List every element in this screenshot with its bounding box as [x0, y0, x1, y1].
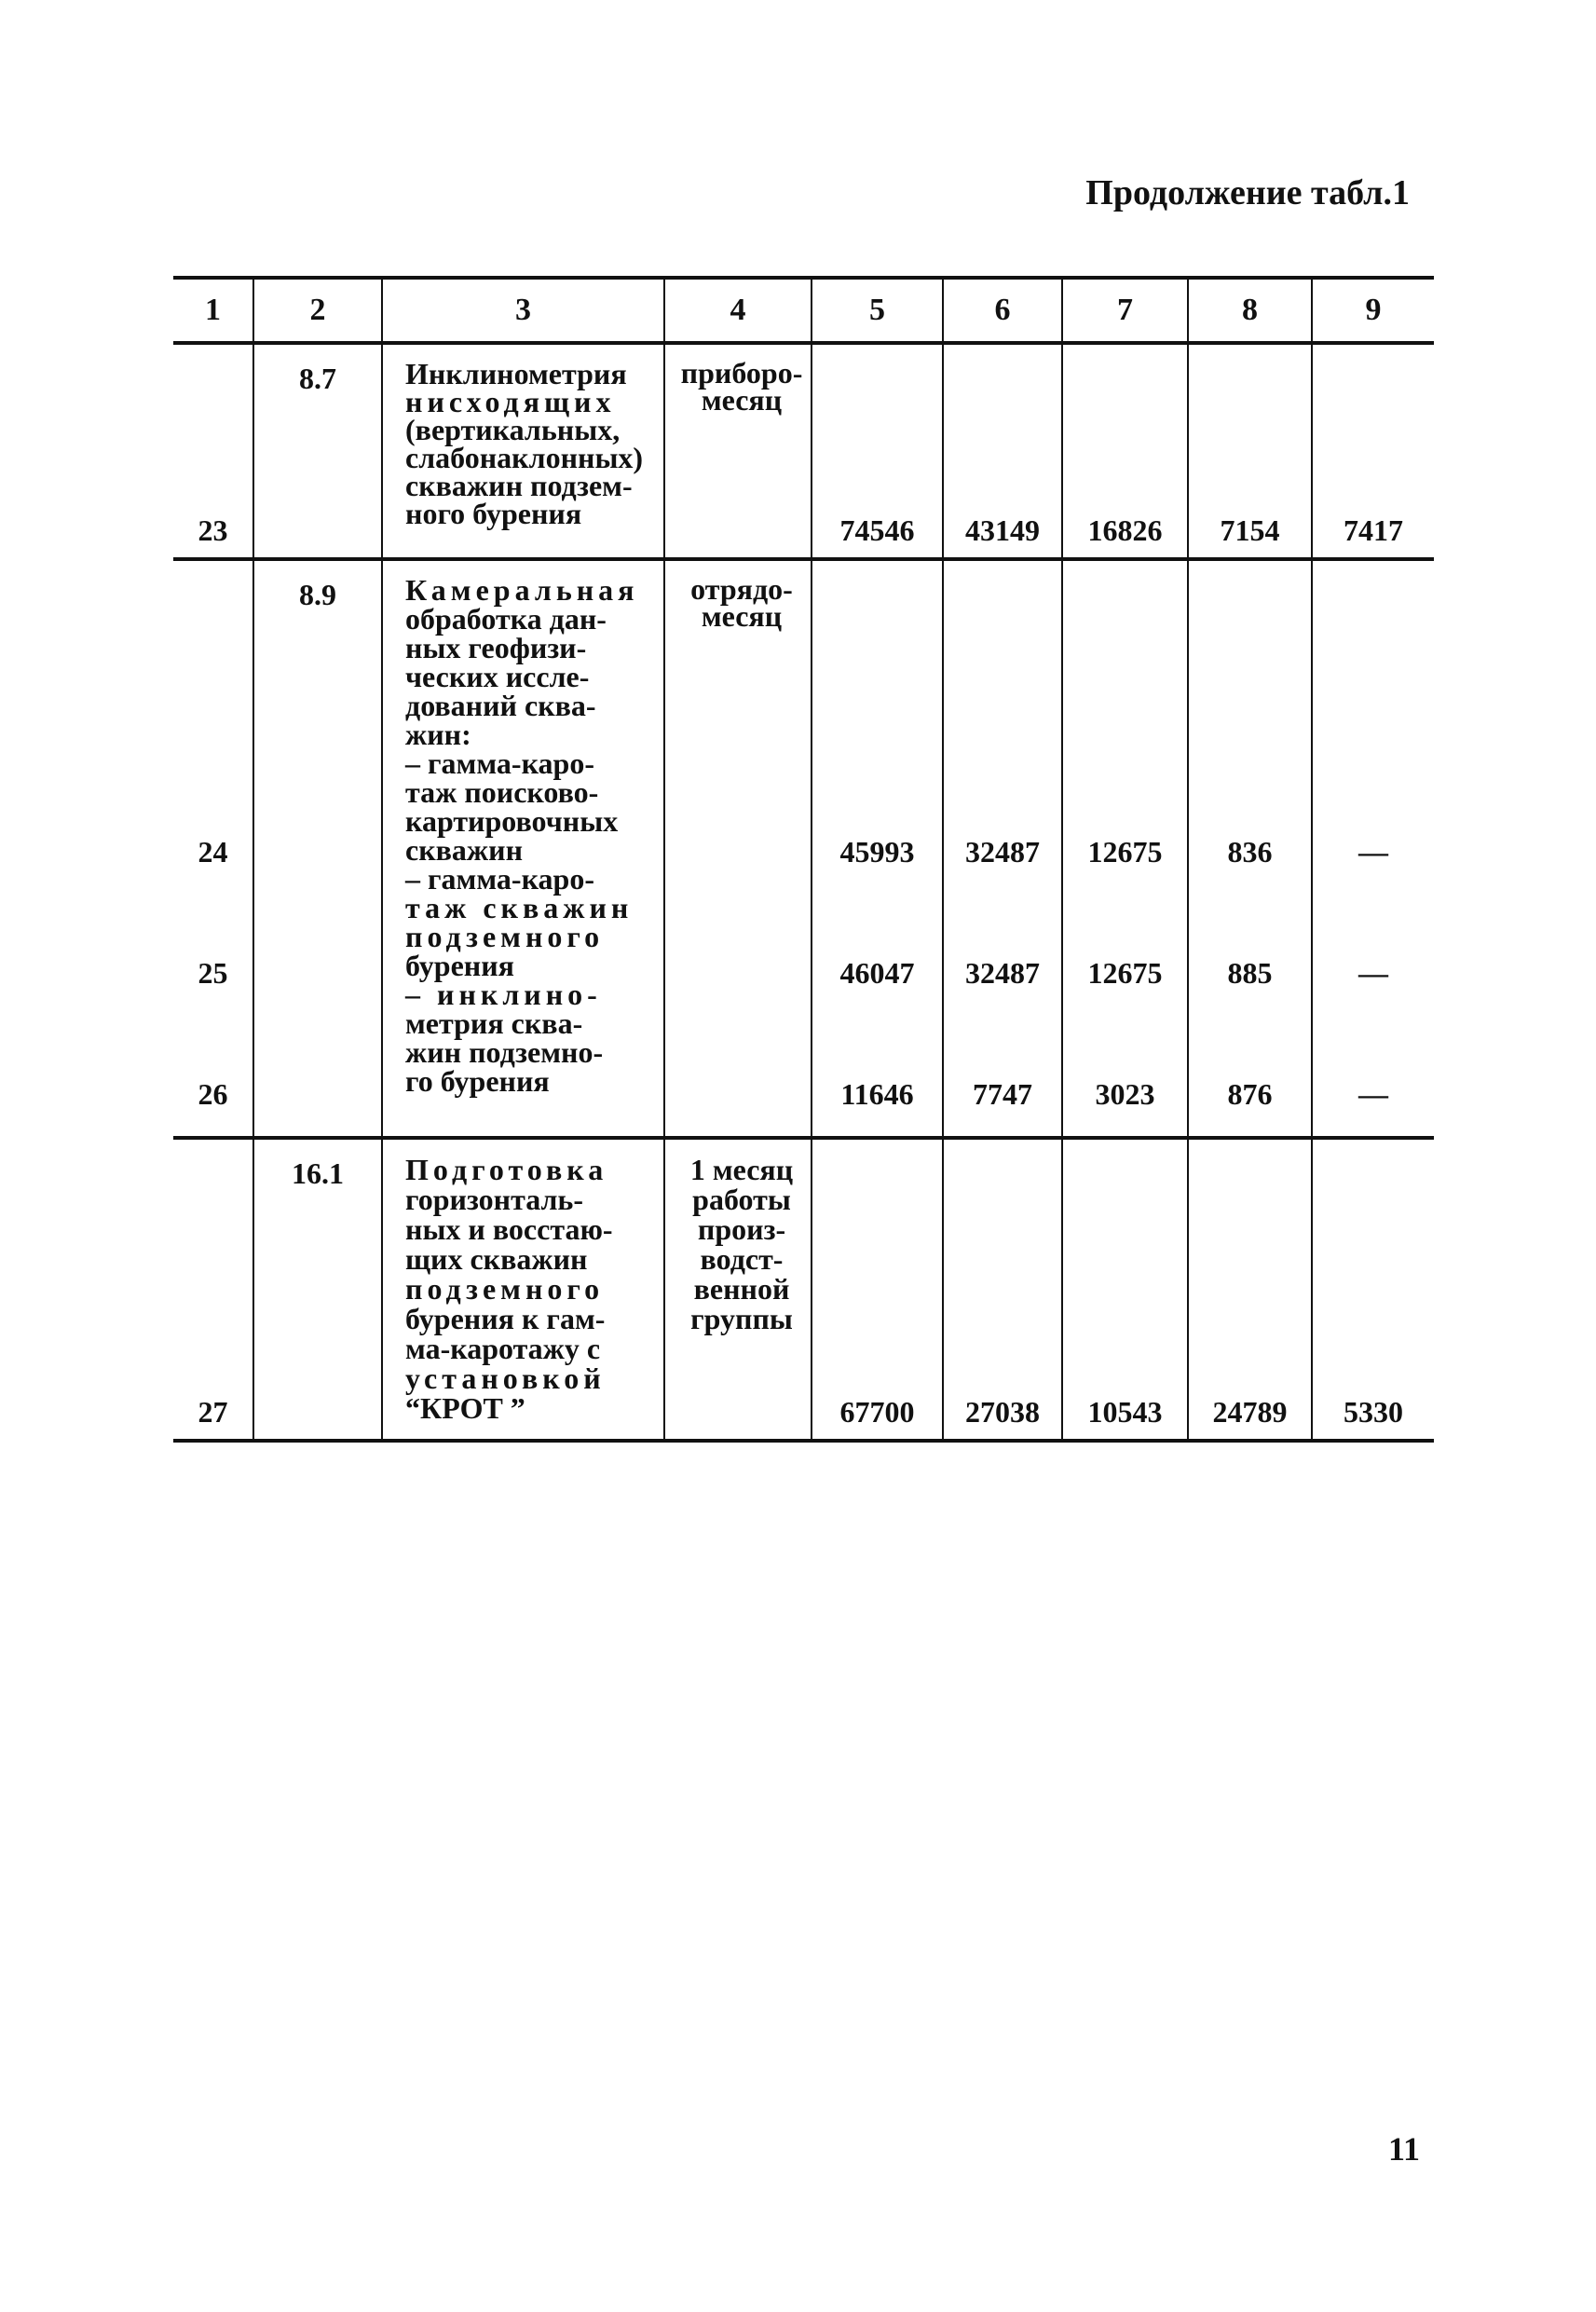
- description-line: – инклино-: [405, 978, 602, 1011]
- value: 876: [1227, 1077, 1273, 1111]
- value-cell: [1062, 559, 1188, 1138]
- header-row: [173, 278, 1434, 343]
- column-header: 8: [1188, 278, 1312, 343]
- value-cell: [1062, 343, 1188, 559]
- unit-line: группы: [690, 1302, 793, 1335]
- unit-line: отрядо-: [690, 572, 793, 606]
- description-line: обработка дан-: [405, 602, 607, 636]
- value: 67700: [839, 1395, 915, 1429]
- column-header: 2: [253, 278, 382, 343]
- value: 836: [1227, 835, 1273, 869]
- code-cell: 8.9: [253, 559, 382, 1138]
- row-number: 25: [198, 956, 228, 990]
- column-header: 9: [1312, 278, 1434, 343]
- column-header: 4: [664, 278, 812, 343]
- value: 12675: [1087, 835, 1163, 869]
- description-line: таж поисково-: [405, 775, 599, 809]
- description-line: горизонталь-: [405, 1183, 583, 1216]
- description-line: ных геофизи-: [405, 631, 587, 664]
- value: 7154: [1220, 513, 1280, 547]
- value: 885: [1227, 956, 1273, 990]
- value: 32487: [965, 835, 1040, 869]
- column-header: 6: [943, 278, 1062, 343]
- description-line: скважин подзем-: [405, 469, 633, 502]
- row-number-cell: [173, 1138, 253, 1441]
- column-header: 7: [1062, 278, 1188, 343]
- description-line: “КРОТ ”: [405, 1391, 525, 1425]
- description-line: картировочных: [405, 804, 619, 838]
- description-line: метрия сква-: [405, 1006, 583, 1040]
- row-number: 26: [198, 1077, 228, 1111]
- description-line: Камеральная: [405, 573, 639, 607]
- description-line: бурения: [405, 949, 514, 982]
- description-line: ного бурения: [405, 497, 582, 530]
- value: —: [1358, 1077, 1388, 1111]
- row-number-cell: [173, 559, 253, 1138]
- value: 7417: [1344, 513, 1403, 547]
- description-line: – гамма-каро-: [405, 746, 594, 780]
- description-line: дований сква-: [405, 689, 596, 722]
- value-cell: [1312, 343, 1434, 559]
- unit-cell: [664, 559, 812, 1138]
- unit-line: месяц: [701, 383, 783, 417]
- row-number: 27: [198, 1395, 228, 1429]
- description-line: бурения к гам-: [405, 1302, 606, 1335]
- value: 74546: [839, 513, 915, 547]
- value: 5330: [1344, 1395, 1403, 1429]
- value: 10543: [1087, 1395, 1163, 1429]
- table-row-group: [173, 343, 1434, 559]
- value: 45993: [839, 835, 915, 869]
- description-line: го бурения: [405, 1064, 550, 1098]
- value: 7747: [973, 1077, 1032, 1111]
- description-line: ных и восстаю-: [405, 1212, 613, 1246]
- unit-line: водст-: [700, 1242, 784, 1276]
- unit-cell: [664, 343, 812, 559]
- table-row-group: [173, 1138, 1434, 1441]
- unit-line: венной: [693, 1272, 790, 1306]
- code-cell: 16.1: [253, 1138, 382, 1441]
- value: 43149: [965, 513, 1040, 547]
- value: 46047: [839, 956, 915, 990]
- description-cell: [382, 559, 664, 1138]
- description-line: Подготовка: [405, 1153, 608, 1186]
- value: 32487: [965, 956, 1040, 990]
- value-cell: [1188, 1138, 1312, 1441]
- unit-cell: [664, 1138, 812, 1441]
- value: 24789: [1212, 1395, 1288, 1429]
- unit-line: приборо-: [680, 356, 803, 390]
- value: 3023: [1095, 1077, 1155, 1111]
- description-line: подземного: [405, 920, 605, 953]
- description-line: – гамма-каро-: [405, 862, 594, 896]
- description-line: подземного: [405, 1272, 605, 1306]
- description-line: жин подземно-: [405, 1035, 604, 1069]
- value: 11646: [840, 1077, 914, 1111]
- value-cell: [943, 343, 1062, 559]
- description-cell: [382, 1138, 664, 1441]
- description-line: ма-каротажу с: [405, 1332, 601, 1365]
- page-number: 11: [1388, 2130, 1421, 2168]
- unit-line: 1 месяц: [689, 1153, 794, 1186]
- value-cell: [812, 1138, 943, 1441]
- data-table: [173, 276, 1434, 1443]
- description-line: скважин: [405, 833, 523, 867]
- description-line: (вертикальных,: [405, 413, 621, 446]
- description-line: жин:: [405, 718, 471, 751]
- unit-line: работы: [692, 1183, 791, 1216]
- description-line: ческих иссле-: [405, 660, 590, 693]
- value: 16826: [1087, 513, 1163, 547]
- value: —: [1358, 835, 1388, 869]
- description-line: нисходящих: [405, 385, 616, 418]
- value: 27038: [965, 1395, 1040, 1429]
- description-line: слабонаклонных): [405, 441, 644, 474]
- description-line: щих скважин: [405, 1242, 588, 1276]
- description-line: Инклинометрия: [405, 357, 627, 390]
- table-row-group: [173, 559, 1434, 1138]
- value-cell: [1312, 1138, 1434, 1441]
- row-number-cell: [173, 343, 253, 559]
- column-header: 3: [382, 278, 664, 343]
- value-cell: [1188, 343, 1312, 559]
- description-cell: [382, 343, 664, 559]
- value: 12675: [1087, 956, 1163, 990]
- column-header: 1: [173, 278, 253, 343]
- value-cell: [812, 559, 943, 1138]
- value-cell: [943, 559, 1062, 1138]
- description-line: установкой: [405, 1361, 606, 1395]
- value-cell: [1062, 1138, 1188, 1441]
- value-cell: [1312, 559, 1434, 1138]
- column-header: 5: [812, 278, 943, 343]
- row-number: 24: [198, 835, 228, 869]
- unit-line: произ-: [697, 1212, 786, 1246]
- value: —: [1358, 956, 1388, 990]
- code-cell: 8.7: [253, 343, 382, 559]
- value-cell: [943, 1138, 1062, 1441]
- row-number: 23: [198, 513, 228, 547]
- continuation-label: Продолжение табл.1: [1085, 173, 1410, 212]
- value-cell: [812, 343, 943, 559]
- value-cell: [1188, 559, 1312, 1138]
- description-line: таж скважин: [405, 891, 634, 924]
- unit-line: месяц: [701, 599, 783, 633]
